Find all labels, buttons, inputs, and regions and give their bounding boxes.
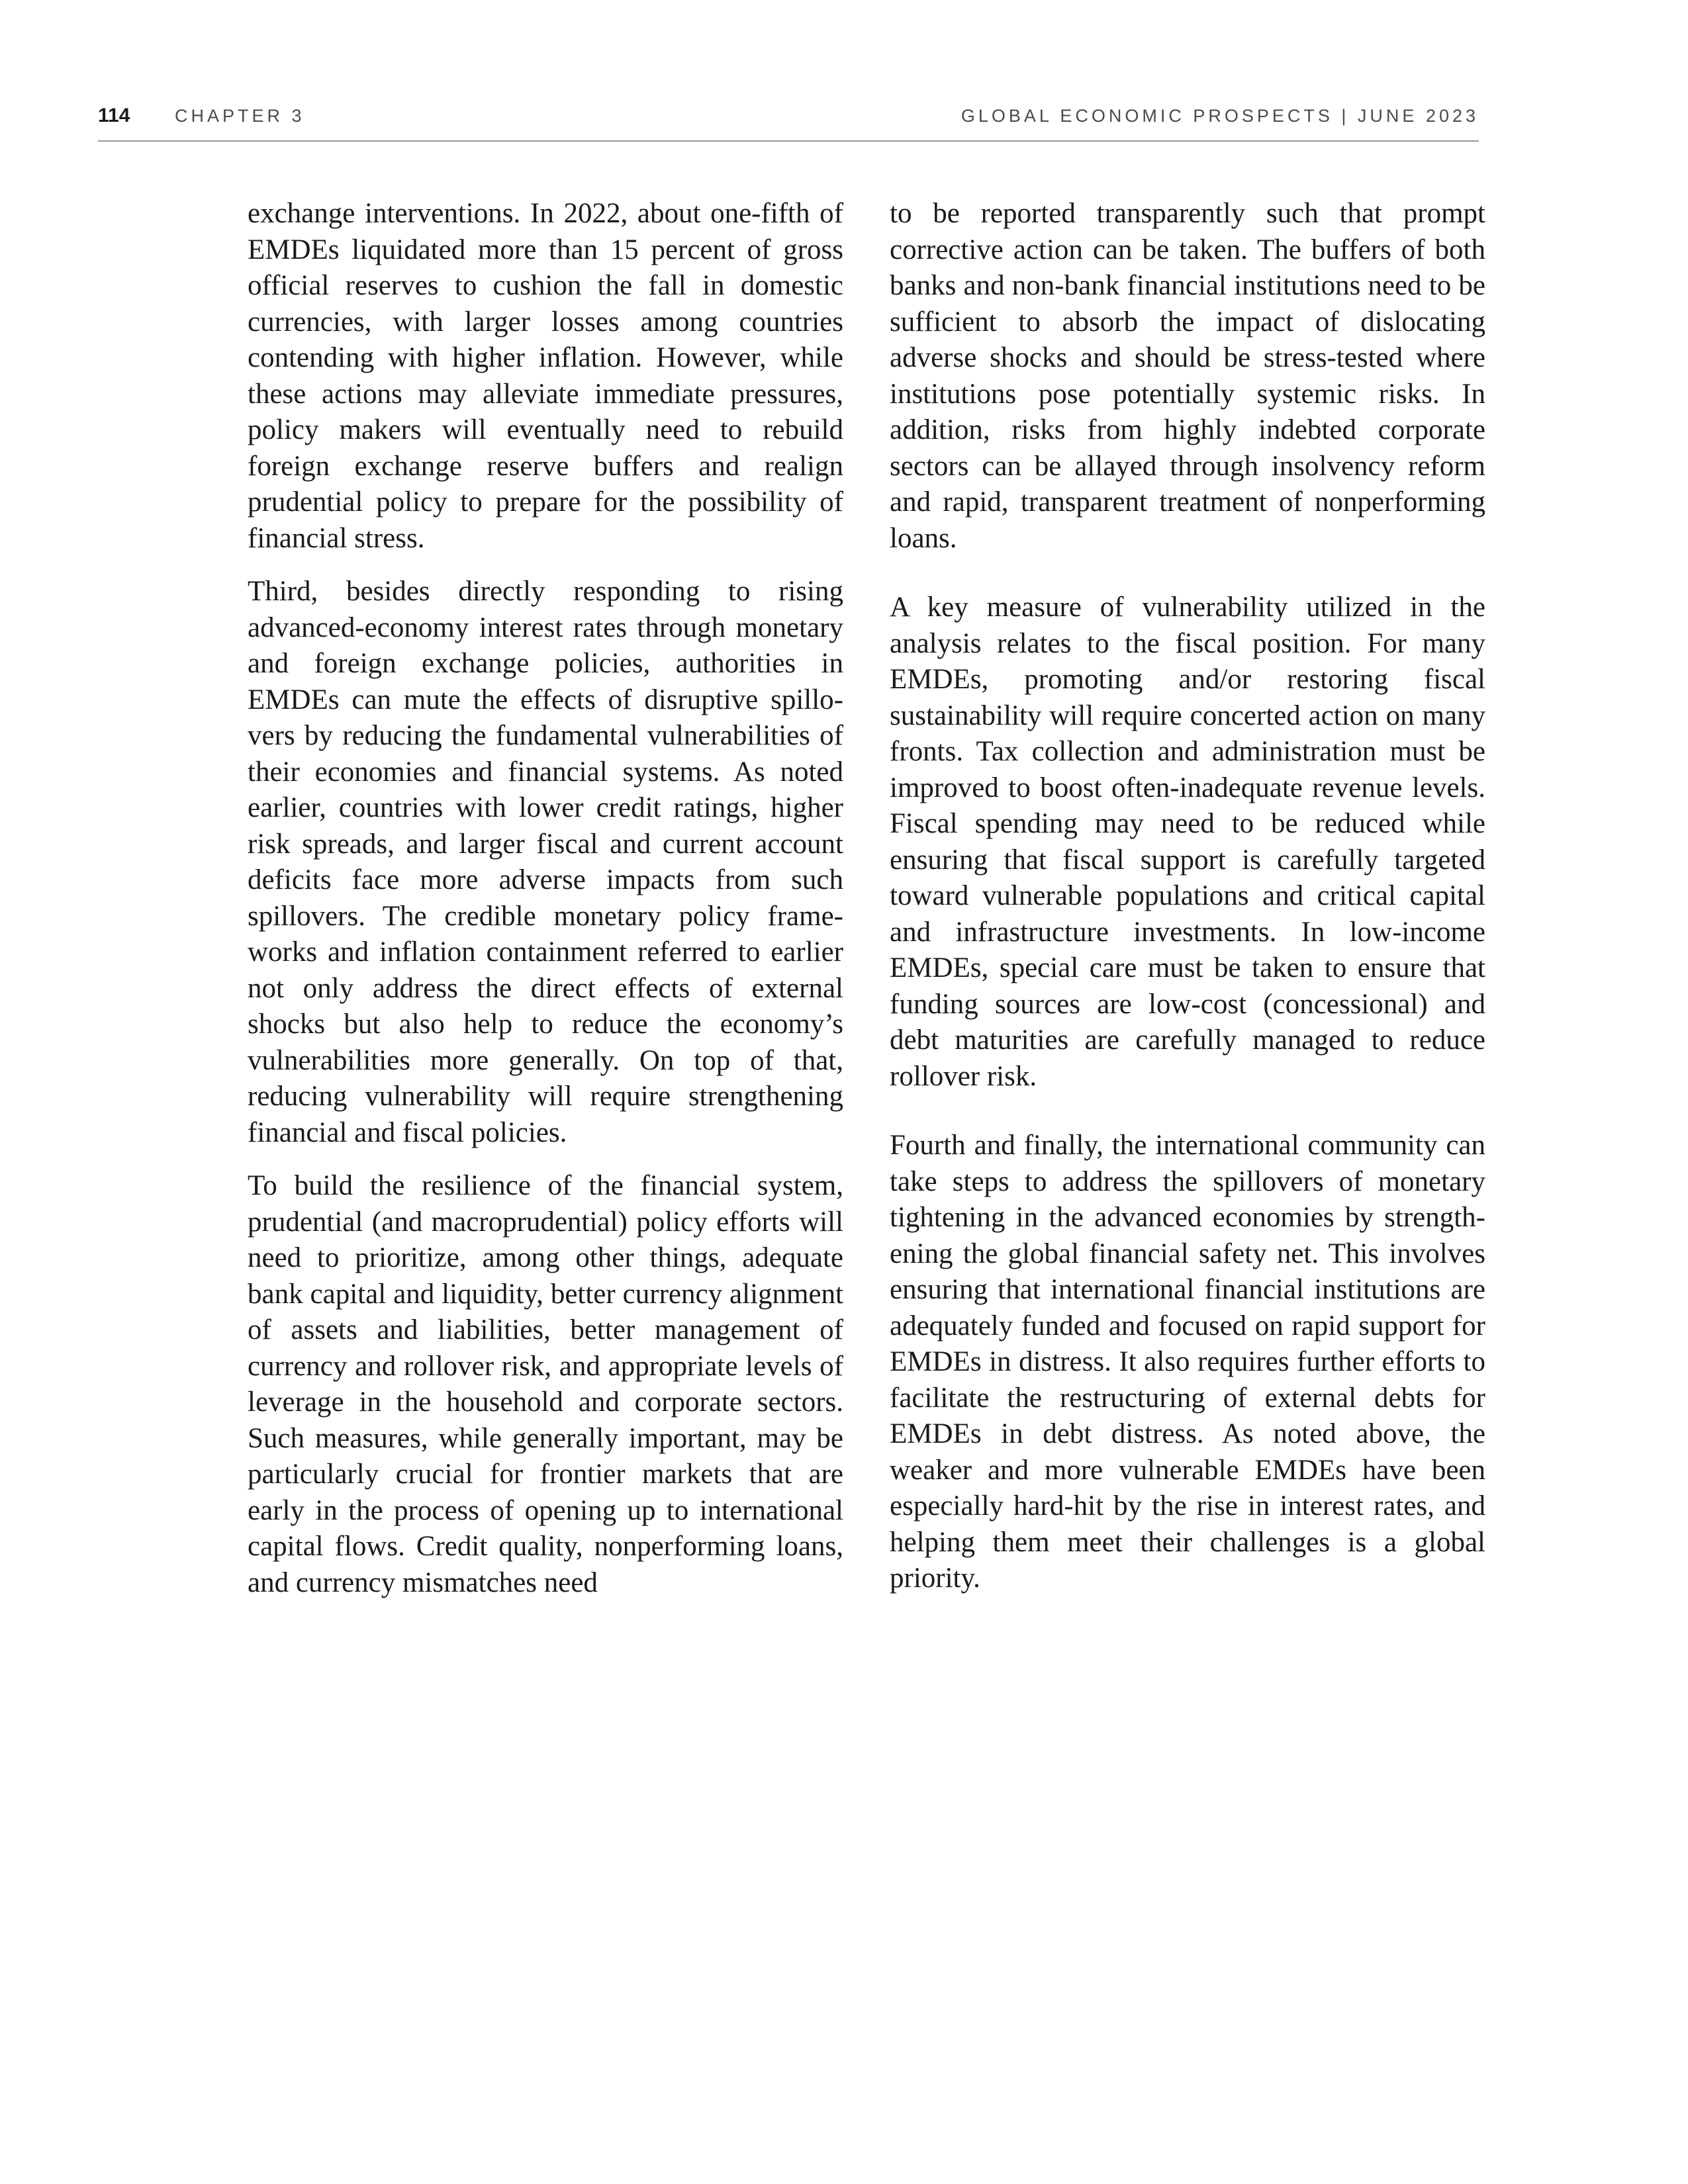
paragraph-exchange-interventions: exchange interventions. In 2022, about one-fifth of EMDEs liquidated more than 15 percent of gross official reserves to cushion the fall in domestic currencies, with larger losses among countries contending with higher inflation. However, while these actions may alleviate immediate pressures, policy makers will eventually need to rebuild foreign exchange reserve buffers and realign prudential policy to prepare for the possibility of financial stress. [248,198,843,554]
paragraph-fiscal-position: A key measure of vulnerability utilized in the analysis relates to the fiscal position. For many EMDEs, promoting and/or restoring fiscal sustainability will require concerted action on many fronts. Tax collection and administration must be improved to boost often-inadequate revenue levels. Fiscal spending may need to be reduced while ensuring that fiscal support is carefully targeted toward vulnerable populations and critical capital and infrastructure investments. In low-income EMDEs, special care must be taken to ensure that funding sources are low-cost (concessional) and debt maturities are carefully managed to reduce rollover risk. [890,592,1485,1092]
paragraph-international-community: Fourth and finally, the international community can take steps to address the spillovers of monetary tightening in the advanced economies by strengthening the global financial safety net. This involves ensuring that international financial institutions are adequately funded and focused on rapid support for EMDEs in distress. It also requires further efforts to facilitate the restructuring of external debts for EMDEs in debt distress. As noted above, the weaker and more vulnerable EMDEs have been especially hard-hit by the rise in interest rates, and helping them meet their challenges is a global priority. [890,1130,1485,1594]
report-title: GLOBAL ECONOMIC PROSPECTS | JUNE 2023 [961,106,1479,126]
chapter-label: CHAPTER 3 [175,106,305,126]
paragraph-reporting-transparency: to be reported transparently such that prompt corrective action can be taken. The buffers of both banks and non-bank financial institutions need to be sufficient to absorb the impact of dislocating adverse shocks and should be stress-tested where institutions pose potentially systemic risks. In addition, risks from highly indebted corporate sectors can be allayed through insolvency reform and rapid, transparent treatment of nonperforming loans. [890,198,1485,554]
left-text-column [248,196,843,1618]
paragraph-financial-resilience: To build the resilience of the financial system, prudential (and macroprudential) policy efforts will need to prioritize, among other things, adequate bank capital and liquidity, better currency alignment of assets and liabilities, better management of currency and rollover risk, and appropriate levels of leverage in the household and corporate sectors. Such measures, while generally important, may be particularly crucial for frontier markets that are early in the process of opening up to international capital flows. Credit quality, nonperforming loans, and currency mismatches need [248,1170,843,1598]
running-header [98,103,1479,142]
page-number: 114 [98,105,130,126]
right-text-column [890,196,1485,1614]
paragraph-third-vulnerabilities: Third, besides directly responding to rising advanced-economy interest rates through monetary and foreign exchange policies, authorities in EMDEs can mute the effects of disruptive spillovers by reducing the fundamental vulnerabilities of their economies and financial systems. As noted earlier, countries with lower credit ratings, higher risk spreads, and larger fiscal and current account deficits face more adverse impacts from such spillovers. The credible monetary policy frameworks and inflation containment referred to earlier not only address the direct effects of external shocks but also help to reduce the economy’s vulnerabilities more generally. On top of that, reducing vulnerability will require strengthening financial and fiscal policies. [248,576,843,1148]
